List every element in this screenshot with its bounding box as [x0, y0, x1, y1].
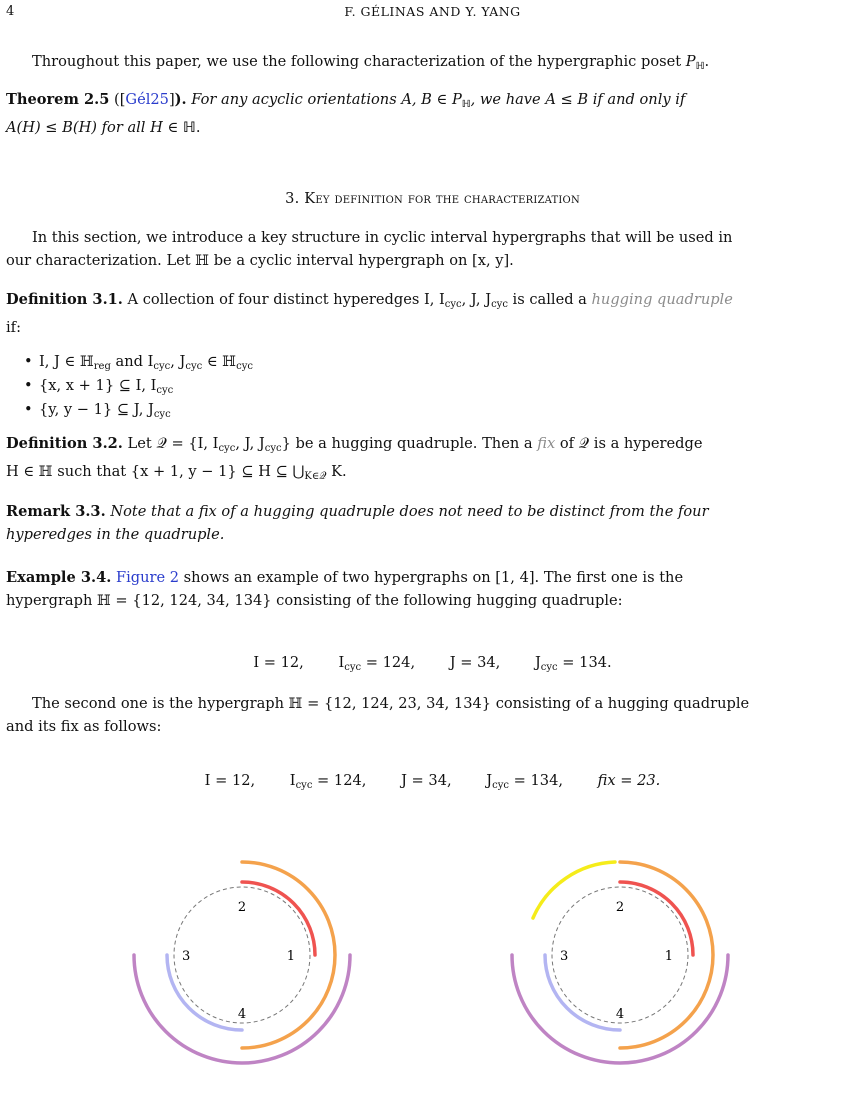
- definition-3-2: Definition 3.2. Let 𝒬 = {I, $I_{cyc}$, J, $J_{cyc}$} be a hugging quadruple. Then a fix of 𝒬 is a hyperedge H ∈ ℍ such that {x + 1, y − 1} ⊆ H ⊆ $⋃_{K\in 𝒬}$ K.: [6, 435, 703, 482]
- definition-label: Definition 3.2.: [6, 435, 123, 452]
- vertex-label-1: 1: [664, 949, 673, 964]
- hypergraph-diagram-right: [512, 862, 728, 1063]
- list-item: • I, J ∈ ℍ$_{reg}$ and $I_{cyc}$, $J_{cyc}$ ∈ ℍ$_{cyc}$: [24, 352, 253, 376]
- vertex-label-4: 4: [615, 1007, 625, 1022]
- remark-label: Remark 3.3.: [6, 503, 106, 520]
- hyperedge-23: [533, 862, 615, 918]
- section-heading: 3. Key definition for the characterization: [285, 190, 580, 207]
- vertex-label-2: 2: [237, 900, 247, 915]
- term-fix: fix: [537, 435, 556, 452]
- section-intro: In this section, we introduce a key structure in cyclic interval hypergraphs that will be used in our characterization. Let ℍ be a cyclic interval hypergraph on [x, y].: [6, 229, 733, 269]
- theorem-2-5: Theorem 2.5 ([Gél25]). For any acyclic orientations A, B ∈ $P_ℍ$, we have A ≤ B if and only if A(H) ≤ B(H) for all H ∈ ℍ.: [6, 91, 686, 136]
- page-number: 4: [6, 4, 15, 19]
- vertex-label-4: 4: [237, 1007, 247, 1022]
- hyperedge-12: [620, 882, 693, 955]
- example-3-4: Example 3.4. Figure 2 shows an example of two hypergraphs on [1, 4]. The first one is the hypergraph ℍ = {12, 124, 34, 134} consisting of the following hugging quadruple:: [6, 569, 684, 609]
- vertex-label-1: 1: [286, 949, 295, 964]
- list-item: • {y, y − 1} ⊆ J, $J_{cyc}$: [24, 400, 253, 424]
- remark-3-3: Remark 3.3. Note that a fix of a hugging quadruple does not need to be distinct from the four hyperedges in the quadruple.: [6, 503, 709, 543]
- list-item: • {x, x + 1} ⊆ I, $I_{cyc}$: [24, 376, 253, 400]
- hyperedge-34: [545, 955, 620, 1030]
- citation-link[interactable]: Gél25: [125, 91, 169, 108]
- term-hugging-quadruple: hugging quadruple: [591, 291, 733, 308]
- example-label: Example 3.4.: [6, 569, 112, 586]
- definition-label: Definition 3.1.: [6, 291, 123, 308]
- intro-paragraph: Throughout this paper, we use the following characterization of the hypergraphic poset $P_ℍ$.: [32, 53, 710, 72]
- figure-2-link[interactable]: Figure 2: [115, 569, 180, 586]
- definition-3-1: Definition 3.1. A collection of four distinct hyperedges I, $I_{cyc}$, J, $J_{cyc}$ is called a hugging quadruple if:: [6, 291, 733, 336]
- vertex-label-3: 3: [182, 949, 191, 964]
- running-title: F. GÉLINAS AND Y. YANG: [344, 4, 521, 19]
- hyperedge-34: [167, 955, 242, 1030]
- example-second-paragraph: The second one is the hypergraph ℍ = {12, 124, 23, 34, 134} consisting of a hugging quadruple and its fix as follows:: [6, 695, 750, 735]
- hyperedge-12: [242, 882, 315, 955]
- vertex-label-2: 2: [615, 900, 625, 915]
- equation-quadruple: I = 12, $I_{cyc} = 124$, J = 34, $J_{cyc} = 134$.: [253, 654, 612, 673]
- hypergraph-diagram-left: [134, 862, 350, 1063]
- equation-quadruple-fix: I = 12, $I_{cyc} = 124$, J = 34, $J_{cyc} = 134$, fix = 23.: [204, 772, 661, 791]
- theorem-label: Theorem 2.5: [6, 91, 110, 108]
- vertex-label-3: 3: [560, 949, 569, 964]
